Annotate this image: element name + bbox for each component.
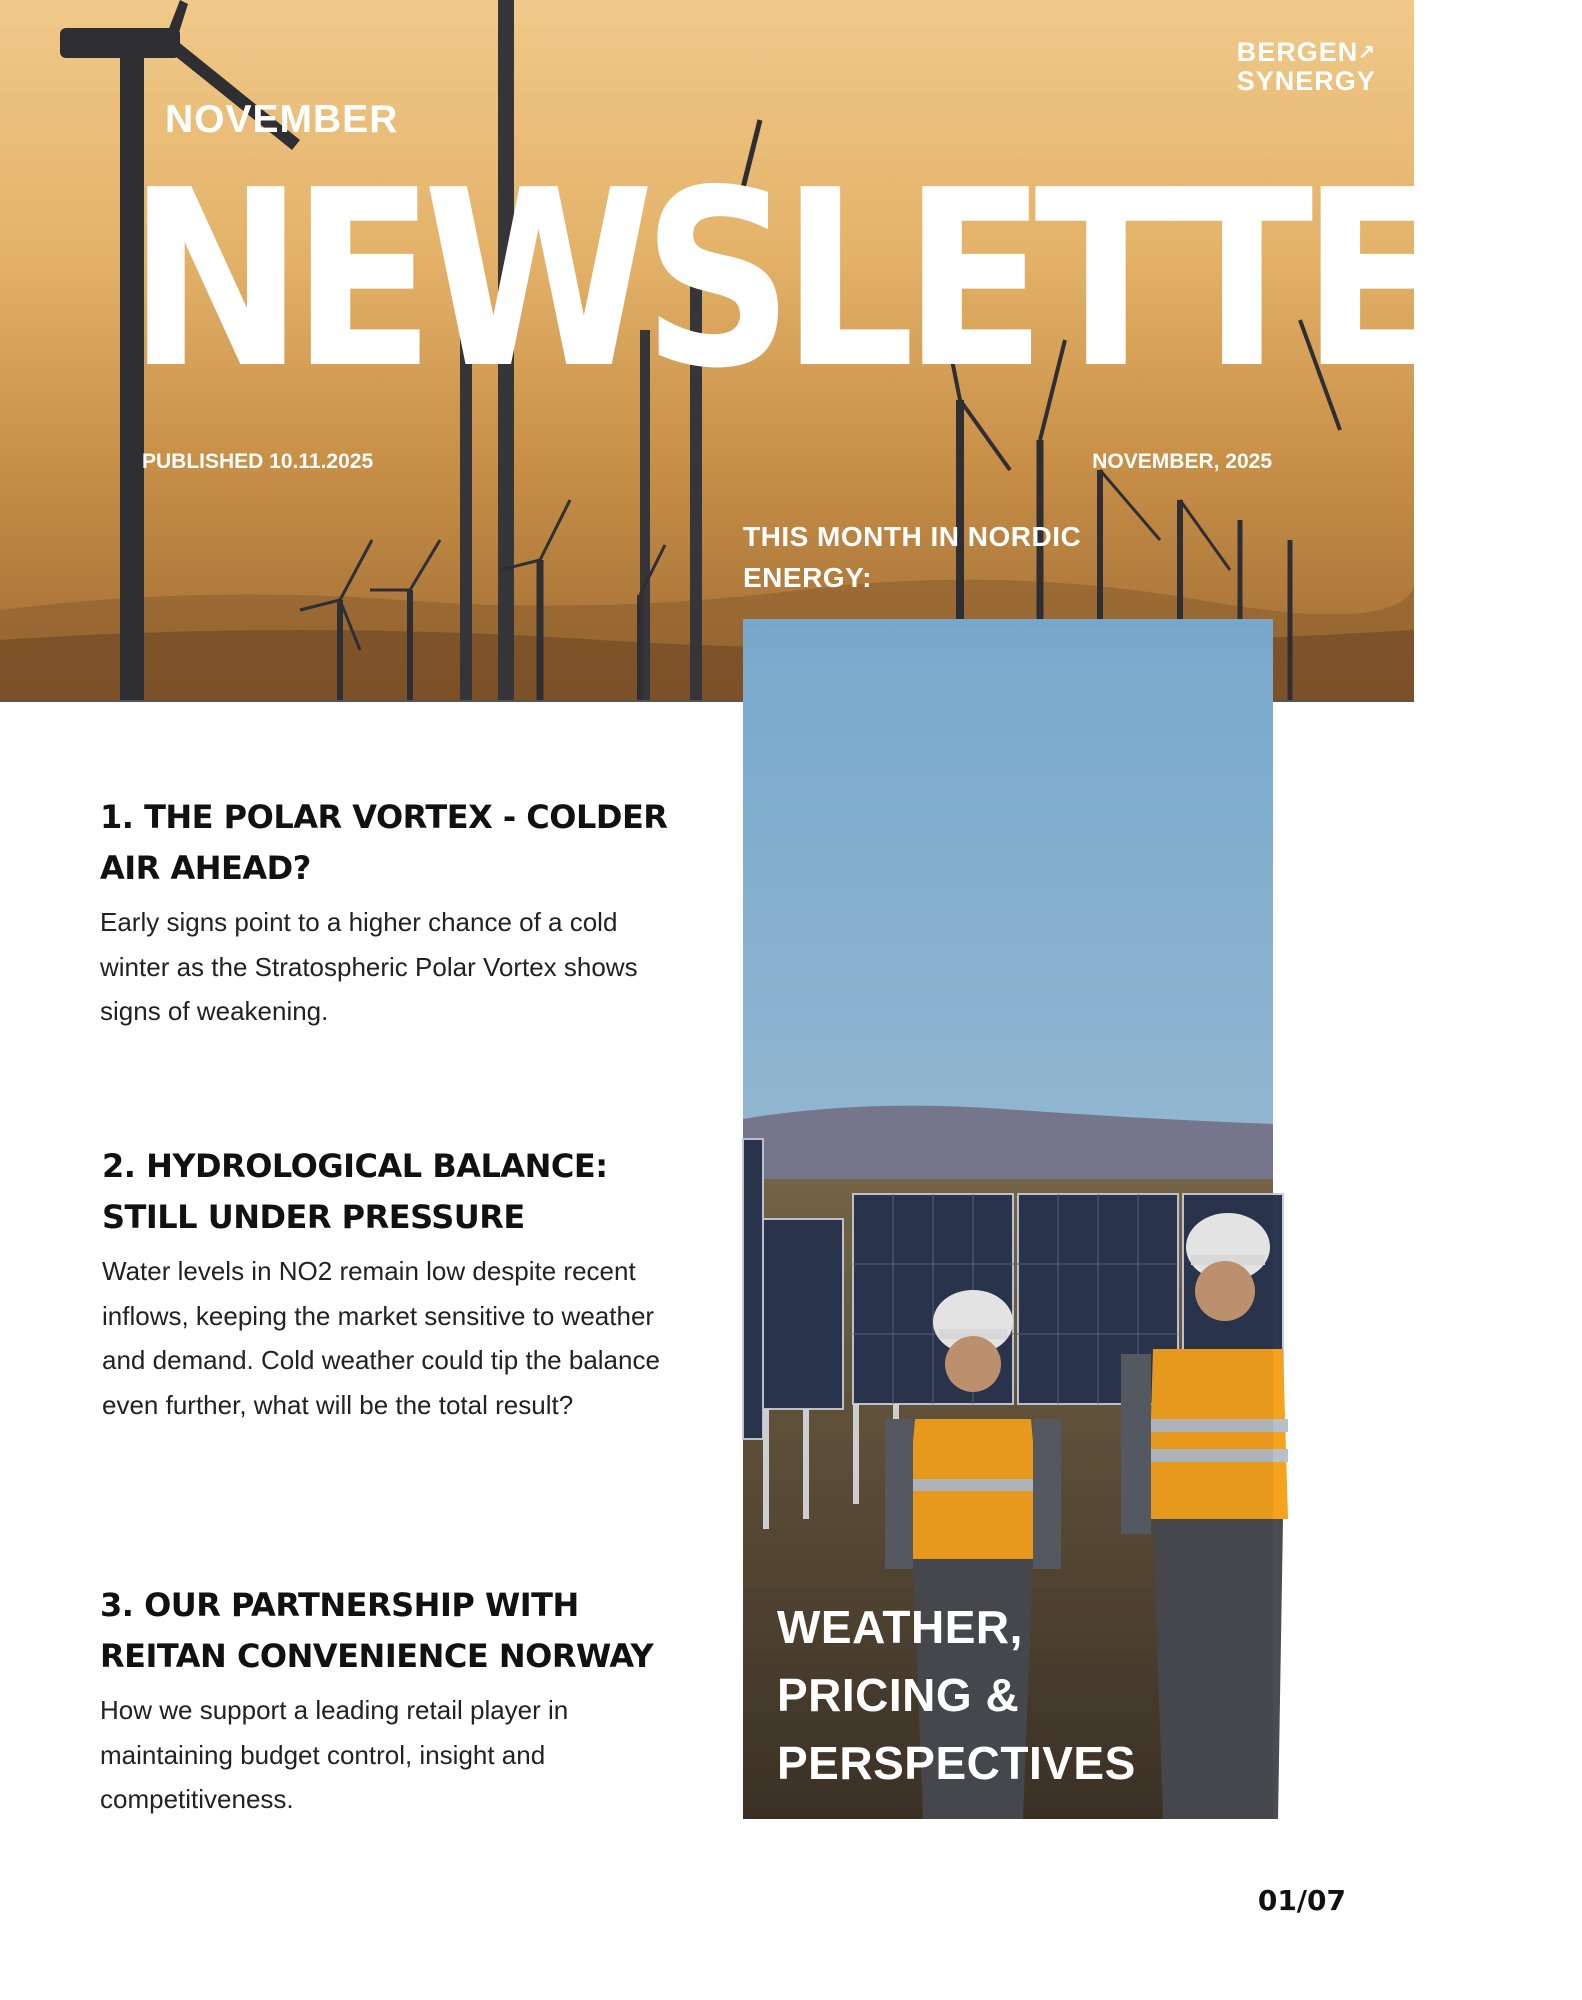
arrow-up-right-icon: ↗ — [1358, 41, 1376, 63]
article-body: Early signs point to a higher chance of a cold winter as the Stratospheric Polar Vortex shows signs of weakening. — [100, 907, 638, 1026]
article-body: How we support a leading retail player in maintaining budget control, insight and competitiveness. — [100, 1695, 569, 1814]
solar-workers-photo — [743, 619, 1273, 1819]
caption-line-1: WEATHER, — [777, 1601, 1023, 1653]
article-hydrological-balance — [102, 1141, 662, 1427]
page-number: 01/07 — [1257, 1884, 1346, 1917]
issue-month-kicker: NOVEMBER — [165, 98, 399, 141]
photo-caption — [777, 1593, 1136, 1797]
hero-banner — [0, 0, 1582, 702]
newsletter-title: NEWSLETTER — [128, 138, 1582, 422]
article-title: 3. OUR PARTNERSHIP WITH REITAN CONVENIENCE NORWAY — [100, 1586, 654, 1675]
article-title: 1. THE POLAR VORTEX - COLDER AIR AHEAD? — [100, 798, 668, 887]
article-body: Water levels in NO2 remain low despite recent inflows, keeping the market sensitive to weather and demand. Cold weather could tip the balance even further, what will be the total result? — [102, 1256, 660, 1420]
article-title: 2. HYDROLOGICAL BALANCE: STILL UNDER PRESSURE — [102, 1147, 608, 1236]
issue-date: NOVEMBER, 2025 — [1092, 450, 1272, 473]
brand-line-2: SYNERGY — [1236, 66, 1376, 96]
caption-line-2: PRICING & — [777, 1669, 1020, 1721]
sidebar-heading: THIS MONTH IN NORDIC ENERGY: — [743, 521, 1082, 593]
article-polar-vortex — [100, 792, 680, 1034]
brand-logo — [1237, 38, 1376, 96]
published-date: PUBLISHED 10.11.2025 — [142, 450, 374, 473]
brand-line-1: BERGEN — [1236, 37, 1359, 67]
caption-line-3: PERSPECTIVES — [777, 1737, 1136, 1789]
article-reitan-partnership — [100, 1580, 700, 1822]
